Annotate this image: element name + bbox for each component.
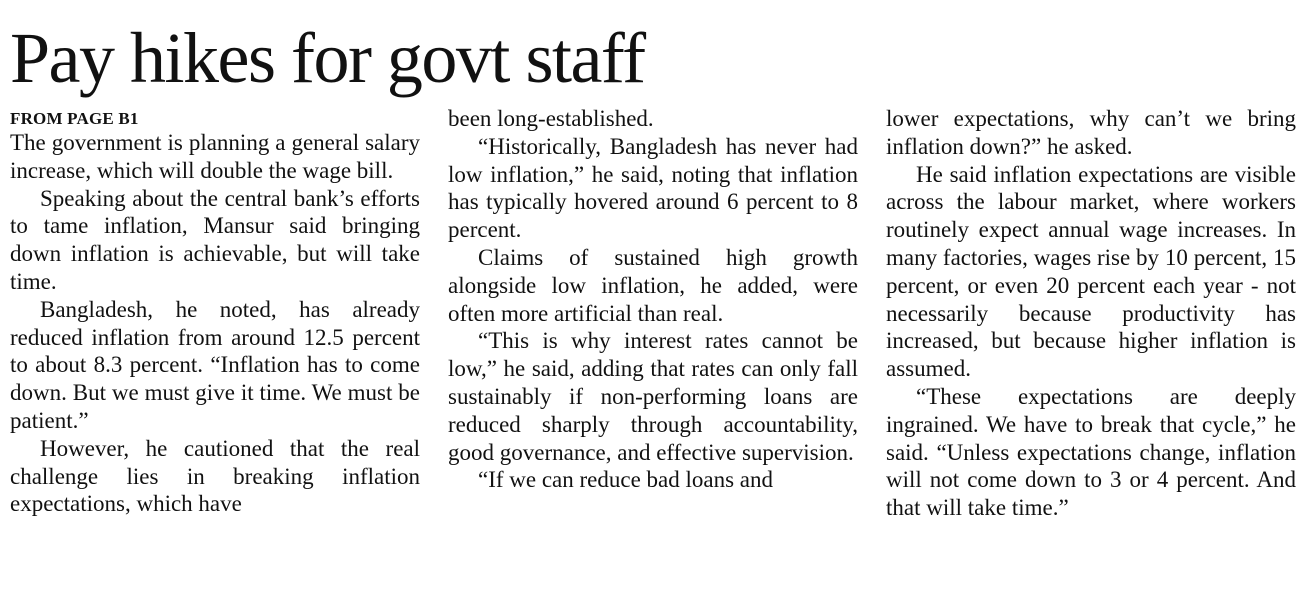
paragraph: The government is planning a general salary increase, which will double the wage bill.	[10, 130, 420, 183]
paragraph: He said inflation expectations are visible across the labour market, where workers routinely expect annual wage increases. In many factories, wages rise by 10 percent, 15 percent, or even 20 percent each year - not necessarily because productivity has increased, but because higher inflation is assumed.	[886, 161, 1296, 382]
paragraph: “Historically, Bangladesh has never had low inflation,” he said, noting that inflation has typically hovered around 6 percent to 8 percent.	[448, 133, 858, 243]
paragraph: “This is why interest rates cannot be low,” he said, adding that rates can only fall sustainably if non-performing loans are reduced sharply through accountability, good governance, and effective supervision.	[448, 328, 858, 465]
paragraph-continued: lower expectations, why can’t we bring inflation down?” he asked.	[886, 106, 1296, 159]
paragraph: “If we can reduce bad loans and	[478, 467, 774, 493]
paragraph: Bangladesh, he noted, has already reduced inflation from around 12.5 percent to about 8.3 percent. “Inflation has to come down. But we must give it time. We must be patient.”	[10, 296, 420, 433]
paragraph: “These expectations are deeply ingrained. We have to break that cycle,” he said. “Unless expectations change, inflation will not come down to 3 or 4 percent. And that will take time.”	[886, 383, 1296, 521]
article-column-1	[10, 105, 420, 518]
article-headline: Pay hikes for govt staff	[10, 18, 645, 98]
kicker-from-page: FROM PAGE B1	[10, 109, 139, 128]
article-column-3	[886, 105, 1296, 522]
paragraph: Speaking about the central bank’s efforts to tame inflation, Mansur said bringing down inflation is achievable, but will take time.	[10, 185, 420, 294]
paragraph: Claims of sustained high growth alongside low inflation, he added, were often more artificial than real.	[448, 244, 858, 326]
article-column-2	[448, 105, 858, 494]
paragraph: However, he cautioned that the real challenge lies in breaking inflation expectations, which have	[10, 435, 420, 517]
paragraph-continued: been long-established.	[448, 106, 654, 131]
